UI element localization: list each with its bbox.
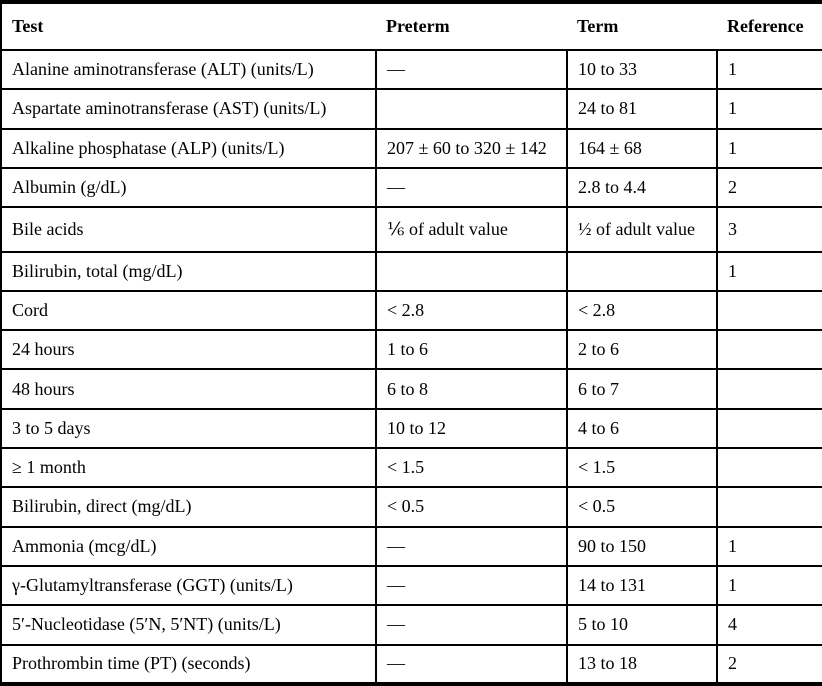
cell-test: Bilirubin, total (mg/dL): [1, 252, 376, 291]
cell-reference: 1: [717, 89, 822, 128]
cell-term: 6 to 7: [567, 369, 717, 408]
table-row: [1, 207, 822, 251]
table-row: [1, 129, 822, 168]
cell-preterm: —: [376, 50, 567, 89]
cell-preterm: 10 to 12: [376, 409, 567, 448]
table-row: [1, 487, 822, 526]
cell-test: Ammonia (mcg/dL): [1, 527, 376, 566]
cell-reference: [717, 291, 822, 330]
table-row: [1, 448, 822, 487]
cell-preterm: 207 ± 60 to 320 ± 142: [376, 129, 567, 168]
cell-term: 14 to 131: [567, 566, 717, 605]
table-header: [1, 2, 822, 50]
cell-preterm: —: [376, 527, 567, 566]
cell-preterm: —: [376, 168, 567, 207]
cell-term: 5 to 10: [567, 605, 717, 644]
cell-preterm: [376, 89, 567, 128]
cell-reference: 1: [717, 252, 822, 291]
cell-test: 5′-Nucleotidase (5′N, 5′NT) (units/L): [1, 605, 376, 644]
cell-test: Bilirubin, direct (mg/dL): [1, 487, 376, 526]
cell-preterm: ⅙ of adult value: [376, 207, 567, 251]
table-row: [1, 252, 822, 291]
cell-reference: 4: [717, 605, 822, 644]
table-row: [1, 291, 822, 330]
cell-test: Aspartate aminotransferase (AST) (units/L): [1, 89, 376, 128]
cell-preterm: < 2.8: [376, 291, 567, 330]
header-row: [1, 2, 822, 50]
table-row: [1, 89, 822, 128]
cell-term: < 1.5: [567, 448, 717, 487]
table-row: [1, 527, 822, 566]
cell-reference: [717, 409, 822, 448]
cell-term: < 0.5: [567, 487, 717, 526]
cell-term: ½ of adult value: [567, 207, 717, 251]
cell-test: 3 to 5 days: [1, 409, 376, 448]
cell-term: [567, 252, 717, 291]
cell-preterm: —: [376, 605, 567, 644]
cell-test: γ-Glutamyltransferase (GGT) (units/L): [1, 566, 376, 605]
cell-term: < 2.8: [567, 291, 717, 330]
cell-test: Cord: [1, 291, 376, 330]
cell-preterm: < 1.5: [376, 448, 567, 487]
table-body: [1, 50, 822, 684]
cell-test: 48 hours: [1, 369, 376, 408]
table-row: [1, 50, 822, 89]
cell-test: Alanine aminotransferase (ALT) (units/L): [1, 50, 376, 89]
cell-reference: 1: [717, 50, 822, 89]
column-header-reference: Reference: [717, 2, 822, 50]
cell-reference: 1: [717, 527, 822, 566]
cell-reference: [717, 330, 822, 369]
cell-term: 24 to 81: [567, 89, 717, 128]
cell-reference: 3: [717, 207, 822, 251]
cell-reference: 1: [717, 129, 822, 168]
table-row: [1, 409, 822, 448]
cell-term: 10 to 33: [567, 50, 717, 89]
table-row: [1, 605, 822, 644]
column-header-term: Term: [567, 2, 717, 50]
table-row: [1, 645, 822, 685]
table-row: [1, 330, 822, 369]
table-row: [1, 566, 822, 605]
cell-test: Albumin (g/dL): [1, 168, 376, 207]
cell-preterm: [376, 252, 567, 291]
cell-test: Alkaline phosphatase (ALP) (units/L): [1, 129, 376, 168]
cell-reference: 1: [717, 566, 822, 605]
cell-reference: [717, 369, 822, 408]
table-row: [1, 168, 822, 207]
cell-term: 90 to 150: [567, 527, 717, 566]
cell-reference: [717, 448, 822, 487]
cell-preterm: —: [376, 566, 567, 605]
cell-preterm: 1 to 6: [376, 330, 567, 369]
cell-test: Bile acids: [1, 207, 376, 251]
cell-term: 2 to 6: [567, 330, 717, 369]
cell-term: 13 to 18: [567, 645, 717, 685]
cell-reference: [717, 487, 822, 526]
column-header-preterm: Preterm: [376, 2, 567, 50]
cell-test: Prothrombin time (PT) (seconds): [1, 645, 376, 685]
cell-preterm: —: [376, 645, 567, 685]
table-row: [1, 369, 822, 408]
cell-test: ≥ 1 month: [1, 448, 376, 487]
cell-reference: 2: [717, 168, 822, 207]
cell-term: 164 ± 68: [567, 129, 717, 168]
cell-preterm: < 0.5: [376, 487, 567, 526]
cell-test: 24 hours: [1, 330, 376, 369]
cell-preterm: 6 to 8: [376, 369, 567, 408]
column-header-test: Test: [1, 2, 376, 50]
cell-term: 4 to 6: [567, 409, 717, 448]
cell-reference: 2: [717, 645, 822, 685]
cell-term: 2.8 to 4.4: [567, 168, 717, 207]
